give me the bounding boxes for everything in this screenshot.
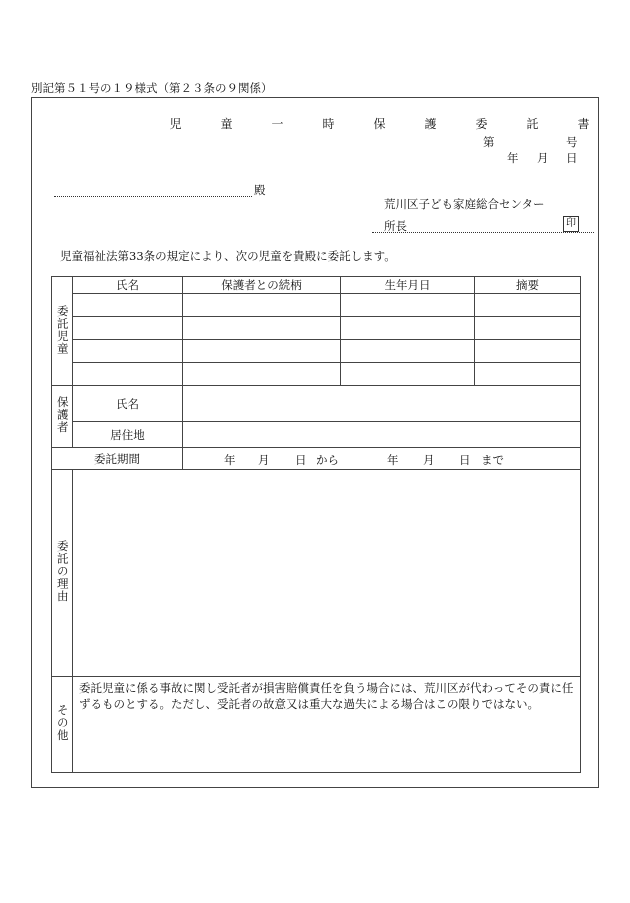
title-char: 託: [526, 117, 539, 131]
child-birth-cell[interactable]: [341, 294, 475, 317]
issuer-org: 荒川区子ども家庭総合センター: [384, 197, 545, 211]
title-char: 委: [475, 117, 488, 131]
child-birth-cell[interactable]: [341, 340, 475, 363]
guardian-address-label: 居住地: [73, 422, 183, 448]
child-name-cell[interactable]: [73, 294, 183, 317]
seal-mark: 印: [563, 216, 579, 232]
child-name-header: 氏名: [73, 277, 183, 294]
period-month-1: 月: [258, 452, 270, 467]
child-name-cell[interactable]: [73, 340, 183, 363]
child-birth-cell[interactable]: [341, 317, 475, 340]
child-notes-header: 摘要: [475, 277, 581, 294]
form-reference: 別記第５１号の１９様式（第２３条の９関係）: [31, 81, 273, 95]
reason-cell[interactable]: [73, 470, 581, 677]
child-row: [52, 340, 581, 363]
guardian-section-label-cell: [52, 386, 73, 448]
other-label-cell: [52, 677, 73, 773]
guardian-section-label: 保護者: [55, 396, 70, 434]
period-year-1: 年: [224, 452, 236, 467]
document-title: [150, 115, 609, 132]
guardian-name-cell[interactable]: [183, 386, 581, 422]
title-char: 書: [577, 117, 590, 131]
period-month-2: 月: [423, 452, 435, 467]
consignment-table: [51, 276, 581, 773]
date-month: 月: [537, 151, 549, 165]
period-cell[interactable]: [183, 448, 581, 470]
child-section-label-cell: [52, 277, 73, 386]
period-year-2: 年: [387, 452, 399, 467]
child-row: [52, 294, 581, 317]
child-birth-cell[interactable]: [341, 363, 475, 386]
title-char: 護: [424, 117, 437, 131]
child-relation-cell[interactable]: [183, 340, 341, 363]
title-char: 保: [373, 117, 386, 131]
child-birth-header: 生年月日: [341, 277, 475, 294]
child-notes-cell[interactable]: [475, 294, 581, 317]
addressee-line[interactable]: [54, 196, 252, 197]
child-relation-cell[interactable]: [183, 317, 341, 340]
child-relation-header: 保護者との続柄: [183, 277, 341, 294]
child-name-cell[interactable]: [73, 363, 183, 386]
issuer-signature-line[interactable]: [372, 232, 594, 233]
period-until: まで: [481, 452, 504, 467]
title-char: 時: [322, 117, 335, 131]
addressee-suffix: 殿: [254, 183, 266, 197]
guardian-address-cell[interactable]: [183, 422, 581, 448]
child-row: [52, 363, 581, 386]
period-from: から: [316, 452, 339, 467]
title-char: 童: [220, 117, 233, 131]
child-relation-cell[interactable]: [183, 363, 341, 386]
child-name-cell[interactable]: [73, 317, 183, 340]
reason-label-cell: [52, 470, 73, 677]
date-year: 年: [507, 151, 519, 165]
child-notes-cell[interactable]: [475, 340, 581, 363]
title-char: 一: [271, 117, 284, 131]
child-relation-cell[interactable]: [183, 294, 341, 317]
period-label: 委託期間: [52, 448, 183, 470]
other-label: その他: [55, 704, 70, 742]
period-day-1: 日: [295, 452, 307, 467]
issuer-title: 所長: [384, 219, 407, 233]
doc-number-dai: 第: [483, 135, 495, 149]
statement-text: 児童福祉法第33条の規定により、次の児童を貴殿に委託します。: [60, 249, 396, 263]
period-day-2: 日: [459, 452, 471, 467]
child-notes-cell[interactable]: [475, 363, 581, 386]
title-char: 児: [169, 117, 182, 131]
doc-number-go: 号: [566, 135, 578, 149]
child-notes-cell[interactable]: [475, 317, 581, 340]
guardian-name-label: 氏名: [73, 386, 183, 422]
date-day: 日: [566, 151, 578, 165]
reason-label: 委託の理由: [55, 540, 70, 603]
child-row: [52, 317, 581, 340]
other-text: 委託児童に係る事故に関し受託者が損害賠償責任を負う場合には、荒川区が代わってその責に任ずるものとする。ただし、受託者の故意又は重大な過失による場合はこの限りではない。: [73, 677, 581, 773]
child-section-label: 委託児童: [55, 304, 70, 355]
